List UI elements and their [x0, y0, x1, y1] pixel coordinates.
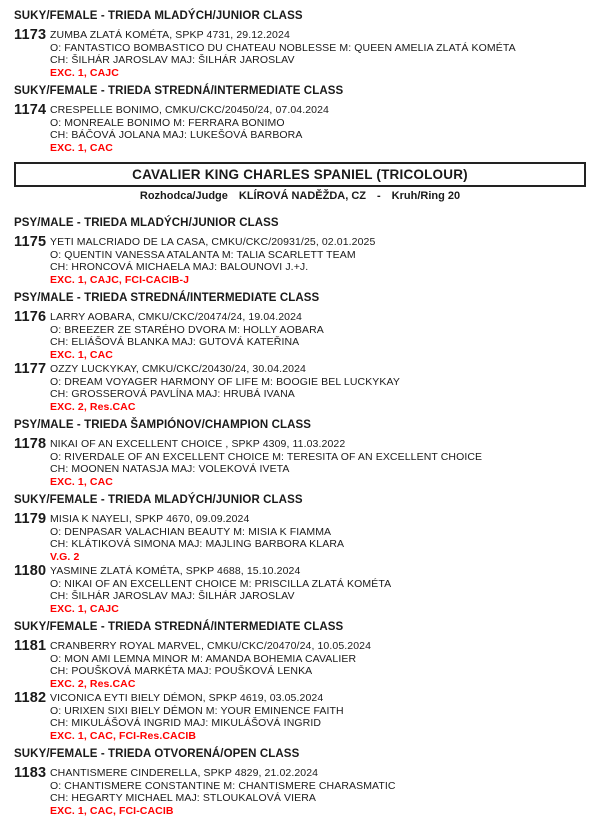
entry-1176 — [14, 311, 586, 361]
breeder-owner-line: CH: HRONCOVÁ MICHAELA MAJ: BALOUNOVI J.+J. — [50, 261, 309, 273]
entry-details — [50, 29, 516, 79]
entry-details — [50, 640, 371, 690]
dog-name-line: YETI MALCRIADO DE LA CASA, CMKU/CKC/20931/25, 02.01.2025 — [50, 236, 376, 248]
breeder-owner-line: CH: ŠILHÁR JAROSLAV MAJ: ŠILHÁR JAROSLAV — [50, 590, 295, 602]
breed-title: CAVALIER KING CHARLES SPANIEL (TRICOLOUR) — [132, 167, 468, 182]
entry-1175 — [14, 236, 586, 286]
class-heading: PSY/MALE - TRIEDA STREDNÁ/INTERMEDIATE CLASS — [14, 292, 320, 304]
dog-name-line: LARRY AOBARA, CMKU/CKC/20474/24, 19.04.2024 — [50, 311, 302, 323]
breeder-owner-line: CH: POUŠKOVÁ MARKÉTA MAJ: POUŠKOVÁ LENKA — [50, 665, 313, 677]
class-heading: SUKY/FEMALE - TRIEDA OTVORENÁ/OPEN CLASS — [14, 748, 300, 760]
entry-number: 1181 — [14, 638, 47, 654]
entry-1174 — [14, 104, 586, 154]
entry-1177 — [14, 363, 586, 413]
judge-name: KLÍROVÁ NADĚŽDA, CZ — [238, 190, 366, 202]
entry-1181 — [14, 640, 586, 690]
judge-line — [14, 190, 586, 203]
entry-details — [50, 438, 482, 488]
parents-line: O: RIVERDALE OF AN EXCELLENT CHOICE M: TERESITA OF AN EXCELLENT CHOICE — [50, 450, 483, 463]
entry-number: 1182 — [14, 690, 47, 706]
result-line: EXC. 2, Res.CAC — [50, 677, 136, 690]
breeder-owner-line: CH: ELIÁŠOVÁ BLANKA MAJ: GUTOVÁ KATEŘINA — [50, 336, 300, 348]
parents-line: O: QUENTIN VANESSA ATALANTA M: TALIA SCARLETT TEAM — [50, 248, 356, 261]
parents-line: O: DREAM VOYAGER HARMONY OF LIFE M: BOOGIE BEL LUCKYKAY — [50, 375, 400, 388]
parents-line: O: BREEZER ZE STARÉHO DVORA M: HOLLY AOBARA — [50, 323, 324, 336]
entry-1179 — [14, 513, 586, 563]
result-line: EXC. 1, CAJC, FCI-CACIB-J — [50, 273, 190, 286]
result-line: EXC. 1, CAC — [50, 141, 113, 154]
class-heading: PSY/MALE - TRIEDA ŠAMPIÓNOV/CHAMPION CLASS — [14, 419, 312, 431]
entry-number: 1178 — [14, 436, 47, 452]
result-line: EXC. 1, CAC — [50, 475, 113, 488]
parents-line: O: FANTASTICO BOMBASTICO DU CHATEAU NOBLESSE M: QUEEN AMELIA ZLATÁ KOMÉTA — [50, 41, 516, 54]
parents-line: O: URIXEN SIXI BIELY DÉMON M: YOUR EMINENCE FAITH — [50, 704, 344, 717]
entry-details — [50, 692, 344, 742]
entry-details — [50, 565, 391, 615]
result-line: EXC. 2, Res.CAC — [50, 400, 136, 413]
result-line: EXC. 1, CAJC — [50, 66, 119, 79]
entry-1178 — [14, 438, 586, 488]
result-line: EXC. 1, CAJC — [50, 602, 119, 615]
dog-name-line: CHANTISMERE CINDERELLA, SPKP 4829, 21.02.2024 — [50, 767, 319, 779]
breeder-owner-line: CH: ŠILHÁR JAROSLAV MAJ: ŠILHÁR JAROSLAV — [50, 54, 295, 66]
class-heading: SUKY/FEMALE - TRIEDA STREDNÁ/INTERMEDIATE CLASS — [14, 621, 344, 633]
entry-details — [50, 513, 344, 563]
breed-title-box — [14, 162, 586, 187]
dog-name-line: OZZY LUCKYKAY, CMKU/CKC/20430/24, 30.04.2024 — [50, 363, 306, 375]
class-heading: SUKY/FEMALE - TRIEDA MLADÝCH/JUNIOR CLASS — [14, 10, 303, 22]
class-heading: SUKY/FEMALE - TRIEDA MLADÝCH/JUNIOR CLASS — [14, 494, 303, 506]
dog-name-line: MISIA K NAYELI, SPKP 4670, 09.09.2024 — [50, 513, 250, 525]
result-line: EXC. 1, CAC, FCI-Res.CACIB — [50, 729, 197, 742]
dog-name-line: VICONICA EYTI BIELY DÉMON, SPKP 4619, 03.05.2024 — [50, 692, 324, 704]
result-line: EXC. 1, CAC, FCI-CACIB — [50, 804, 174, 817]
entry-number: 1175 — [14, 234, 47, 250]
result-line: V.G. 2 — [50, 550, 80, 563]
parents-line: O: DENPASAR VALACHIAN BEAUTY M: MISIA K FIAMMA — [50, 525, 332, 538]
judge-label: Rozhodca/Judge — [139, 190, 228, 202]
breeder-owner-line: CH: MOONEN NATASJA MAJ: VOLEKOVÁ IVETA — [50, 463, 290, 475]
judge-ring-separator: - — [377, 190, 381, 202]
entry-1182 — [14, 692, 586, 742]
breeder-owner-line: CH: GROSSEROVÁ PAVLÍNA MAJ: HRUBÁ IVANA — [50, 388, 295, 400]
entry-number: 1174 — [14, 102, 47, 118]
parents-line: O: MONREALE BONIMO M: FERRARA BONIMO — [50, 116, 285, 129]
parents-line: O: NIKAI OF AN EXCELLENT CHOICE M: PRISCILLA ZLATÁ KOMÉTA — [50, 577, 392, 590]
parents-line: O: CHANTISMERE CONSTANTINE M: CHANTISMERE CHARASMATIC — [50, 779, 396, 792]
entry-details — [50, 767, 396, 817]
breeder-owner-line: CH: MIKULÁŠOVÁ INGRID MAJ: MIKULÁŠOVÁ INGRID — [50, 717, 322, 729]
parents-line: O: MON AMI LEMNA MINOR M: AMANDA BOHEMIA CAVALIER — [50, 652, 357, 665]
dog-name-line: NIKAI OF AN EXCELLENT CHOICE , SPKP 4309, 11.03.2022 — [50, 438, 346, 450]
entry-number: 1183 — [14, 765, 47, 781]
class-heading: PSY/MALE - TRIEDA MLADÝCH/JUNIOR CLASS — [14, 217, 279, 229]
dog-name-line: YASMINE ZLATÁ KOMÉTA, SPKP 4688, 15.10.2024 — [50, 565, 301, 577]
dog-name-line: ZUMBA ZLATÁ KOMÉTA, SPKP 4731, 29.12.2024 — [50, 29, 290, 41]
breeder-owner-line: CH: KLÁTIKOVÁ SIMONA MAJ: MAJLING BARBORA KLARA — [50, 538, 345, 550]
entry-details — [50, 104, 329, 154]
dog-name-line: CRANBERRY ROYAL MARVEL, CMKU/CKC/20470/24, 10.05.2024 — [50, 640, 372, 652]
entry-1180 — [14, 565, 586, 615]
dog-name-line: CRESPELLE BONIMO, CMKU/CKC/20450/24, 07.04.2024 — [50, 104, 329, 116]
breeder-owner-line: CH: HEGARTY MICHAEL MAJ: STLOUKALOVÁ VIERA — [50, 792, 316, 804]
entry-details — [50, 311, 324, 361]
entry-number: 1179 — [14, 511, 47, 527]
entry-details — [50, 363, 400, 413]
ring-label: Kruh/Ring 20 — [391, 190, 461, 202]
entry-number: 1176 — [14, 309, 47, 325]
entry-1173 — [14, 29, 586, 79]
entry-number: 1177 — [14, 361, 47, 377]
entry-number: 1180 — [14, 563, 47, 579]
entry-1183 — [14, 767, 586, 817]
entry-details — [50, 236, 375, 286]
entry-number: 1173 — [14, 27, 47, 43]
result-line: EXC. 1, CAC — [50, 348, 113, 361]
breeder-owner-line: CH: BÁČOVÁ JOLANA MAJ: LUKEŠOVÁ BARBORA — [50, 129, 303, 141]
class-heading: SUKY/FEMALE - TRIEDA STREDNÁ/INTERMEDIATE CLASS — [14, 85, 344, 97]
